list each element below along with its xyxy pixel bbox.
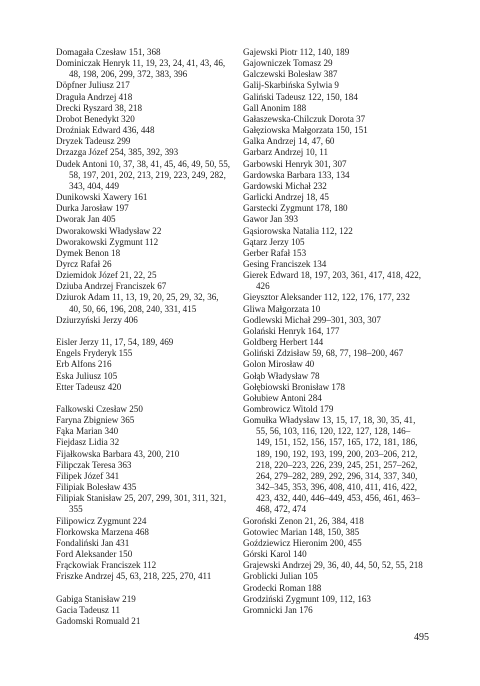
index-entry: Engels Fryderyk 155: [56, 348, 133, 359]
index-entry: Erb Alfons 216: [56, 359, 112, 370]
index-entry: Filipiak Stanisław 25, 207, 299, 301, 311, 321, 355: [56, 493, 227, 515]
index-entry: Eisler Jerzy 11, 17, 54, 189, 469: [56, 337, 174, 348]
index-entry: Gacia Tadeusz 11: [56, 604, 121, 615]
index-entry: Eska Juliusz 105: [56, 370, 118, 381]
index-entry: Droźniak Edward 436, 448: [56, 125, 155, 136]
index-entry: Drecki Ryszard 38, 218: [56, 102, 143, 113]
index-entry: Fiejdasz Lidia 32: [56, 437, 120, 448]
index-entry: Dworakowski Władysław 22: [56, 225, 162, 236]
index-entry: Gajowniczek Tomasz 29: [243, 58, 333, 69]
index-entry: Dominiczak Henryk 11, 19, 23, 24, 41, 43, 46, 48, 198, 206, 299, 372, 383, 396: [56, 58, 226, 80]
index-entry: Gałaszewska-Chilczuk Dorota 37: [243, 113, 366, 124]
index-entry: Dziuba Andrzej Franciszek 67: [56, 281, 167, 292]
index-entry: Dziurzyński Jerzy 406: [56, 314, 138, 325]
index-entry: Falkowski Czesław 250: [56, 403, 143, 414]
index-entry: Gierek Edward 18, 197, 203, 361, 417, 418, 422, 426: [243, 270, 422, 292]
index-entry: Draguła Andrzej 418: [56, 91, 133, 102]
index-entry: Gotowiec Marian 148, 150, 385: [243, 526, 360, 537]
index-entry: Galij-Skarbińska Sylwia 9: [243, 80, 339, 91]
index-entry: Gabiga Stanisław 219: [56, 593, 136, 604]
index-entry: Garbowski Henryk 301, 307: [243, 158, 347, 169]
index-entry: Groblicki Julian 105: [243, 571, 318, 582]
index-entry: Dunikowski Xawery 161: [56, 192, 148, 203]
index-entry: Gomułka Władysław 13, 15, 17, 18, 30, 35, 41, 55, 56, 103, 116, 120, 122, 127, 128, 146–149, 151, 152, 156, 157, 165, 172, 181, 186, 189, 190, 192, 193, 199, 200, 203–206, 212, 218, 220–223, 226, 239, 245, 251, 257–262, 264, 279–282, 289, 292, 296, 314, 337, 340, 342–345, 353, 396, 408, 410, 411, 416, 422, 423, 432, 440, 446–449, 453, 456, 461, 463–468, 472, 474: [243, 415, 420, 515]
index-entry: Friszke Andrzej 45, 63, 218, 225, 270, 411: [56, 571, 212, 582]
index-entry: Górski Karol 140: [243, 549, 307, 560]
index-section-gap: [56, 393, 232, 404]
index-entry: Gall Anonim 188: [243, 102, 307, 113]
index-entry: Filipczak Teresa 363: [56, 459, 132, 470]
index-entry: Gałęziowska Małgorzata 150, 151: [243, 125, 368, 136]
index-entry: Gardowska Barbara 133, 134: [243, 169, 350, 180]
index-entry: Dryzek Tadeusz 299: [56, 136, 131, 147]
index-entry: Fąka Marian 340: [56, 426, 119, 437]
index-entry: Gieysztor Aleksander 112, 122, 176, 177, 232: [243, 292, 410, 303]
index-entry: Gromnicki Jan 176: [243, 604, 313, 615]
index-entry: Garstecki Zygmunt 178, 180: [243, 203, 348, 214]
index-entry: Domagała Czesław 151, 368: [56, 47, 161, 57]
index-entry: Galiński Tadeusz 122, 150, 184: [243, 91, 358, 102]
index-entry: Dziemidok Józef 21, 22, 25: [56, 270, 157, 281]
page-number: 495: [414, 632, 429, 643]
index-entry: Gajewski Piotr 112, 140, 189: [243, 47, 350, 57]
index-entry: Garbarz Andrzej 10, 11: [243, 147, 329, 158]
index-entry: Gawor Jan 393: [243, 214, 299, 225]
index-entry: Gątarz Jerzy 105: [243, 236, 305, 247]
index-entry: Gąsiorowska Natalia 112, 122: [243, 225, 353, 236]
index-entry: Goździewicz Hieronim 200, 455: [243, 537, 362, 548]
index-entry: Drobot Benedykt 320: [56, 113, 135, 124]
index-entry: Gliwa Małgorzata 10: [243, 303, 321, 314]
index-entry: Garlicki Andrzej 18, 45: [243, 192, 329, 203]
index-entry: Goliński Zdzisław 59, 68, 77, 198–200, 467: [243, 348, 404, 359]
index-entry: Frąckowiak Franciszek 112: [56, 560, 157, 571]
index-entry: Ford Aleksander 150: [56, 549, 133, 559]
index-entry: Dudek Antoni 10, 37, 38, 41, 45, 46, 49, 50, 55, 58, 197, 201, 202, 213, 219, 223, 249, 282, 343, 404, 449: [56, 158, 231, 191]
index-entry: Dziurok Adam 11, 13, 19, 20, 25, 29, 32, 36, 40, 50, 66, 196, 208, 240, 331, 415: [56, 292, 219, 314]
index-entry: Drzazga Józef 254, 385, 392, 393: [56, 147, 179, 158]
index-entry: Godlewski Michał 299–301, 303, 307: [243, 314, 381, 325]
index-entry: Gerber Rafał 153: [243, 247, 307, 258]
index-entry: Gesing Franciszek 134: [243, 258, 327, 269]
index-entry: Gołubiew Antoni 284: [243, 392, 322, 403]
index-entry: Dymek Benon 18: [56, 247, 121, 258]
index-entry: Filipowicz Zygmunt 224: [56, 515, 147, 526]
index-entry: Etter Tadeusz 420: [56, 381, 122, 392]
index-section-gap: [56, 582, 232, 593]
index-entry: Fondaliński Jan 431: [56, 537, 130, 548]
index-entry: Gołąb Władysław 78: [243, 370, 320, 381]
index-entry: Dworakowski Zygmunt 112: [56, 236, 159, 247]
index-entry: Grodecki Roman 188: [243, 582, 322, 593]
index-entry: Döpfner Juliusz 217: [56, 80, 130, 91]
index-entry: Golański Henryk 164, 177: [243, 325, 340, 336]
index-entry: Gołębiowski Bronisław 178: [243, 381, 346, 392]
index-column-right: [243, 47, 426, 616]
index-column-left: [56, 47, 232, 627]
index-entry: Faryna Zbigniew 365: [56, 415, 135, 426]
index-section-gap: [56, 326, 232, 337]
index-entry: Grodziński Zygmunt 109, 112, 163: [243, 593, 371, 604]
index-entry: Dyrcz Rafał 26: [56, 258, 112, 269]
index-entry: Galczewski Bolesław 387: [243, 69, 338, 80]
index-entry: Dworak Jan 405: [56, 214, 116, 225]
index-entry: Galka Andrzej 14, 47, 60: [243, 136, 335, 147]
index-entry: Durka Jarosław 197: [56, 203, 129, 214]
index-entry: Gadomski Romuald 21: [56, 615, 141, 626]
index-entry: Florkowska Marzena 468: [56, 526, 149, 537]
index-entry: Filipiak Bolesław 435: [56, 482, 137, 493]
index-entry: Goroński Zenon 21, 26, 384, 418: [243, 515, 364, 526]
index-entry: Filipek Józef 341: [56, 470, 120, 481]
index-entry: Grajewski Andrzej 29, 36, 40, 44, 50, 52, 55, 218: [243, 560, 423, 571]
index-entry: Goldberg Herbert 144: [243, 337, 324, 348]
index-entry: Gardowski Michał 232: [243, 180, 327, 191]
index-entry: Fijałkowska Barbara 43, 200, 210: [56, 448, 180, 459]
index-entry: Golon Mirosław 40: [243, 359, 315, 370]
index-entry: Gombrowicz Witold 179: [243, 404, 334, 414]
